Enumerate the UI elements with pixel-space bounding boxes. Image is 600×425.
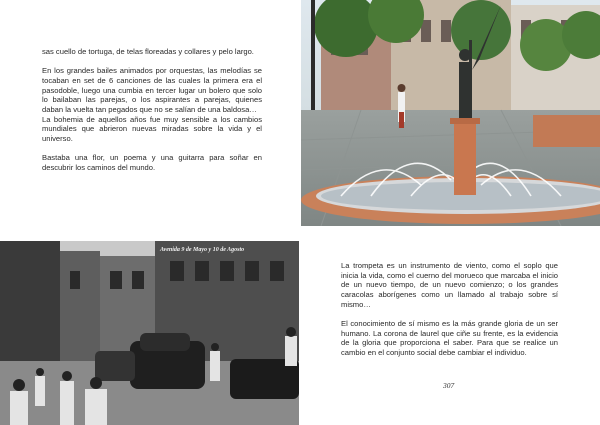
fountain-photo [301, 0, 600, 226]
photo-caption: Avenida 9 de Mayo y 10 de Agosto [160, 247, 245, 253]
paragraph: El conocimiento de sí mismo es la más grande gloria de un ser humano. La corona de laurel que ciñe su frente, es la evidencia de la gloria que proporciona el saber. Para que se realice un cambio en el conjunto social debe cambiar el individuo. [341, 319, 558, 358]
paragraph: La bohemia de aquellos años fue muy sensible a los cambios mundiales que abrieron nuevas miradas sobre la vida y el universo. [42, 114, 262, 144]
right-text-column [341, 261, 558, 367]
street-photo [0, 241, 299, 425]
paragraph: La trompeta es un instrumento de viento, como el soplo que inicia la vida, como el cuerno del morueco que marcaba el inicio de un nuevo tiempo, de un nuevo comienzo; o los grandes caracolas aborígenes como un llamado al trabajo sobre sí mismo… [341, 261, 558, 309]
paragraph: Bastaba una flor, un poema y una guitarra para soñar en descubrir los caminos del mundo. [42, 153, 262, 173]
paragraph: sas cuello de tortuga, de telas floreadas y collares y pelo largo. [42, 47, 254, 56]
paragraph: En los grandes bailes animados por orquestas, las melodías se tocaban en set de 6 canciones de las cuales la primera era el pasodoble, luego una cumbia en tercer lugar un bolero que solo lo bailaban las parejas, o los aspirantes a parejas, quienes daban la vuelta tan pegados que no se salían de una baldosa… [42, 66, 262, 115]
page-number: 307 [443, 381, 455, 390]
left-text-column [42, 47, 262, 182]
